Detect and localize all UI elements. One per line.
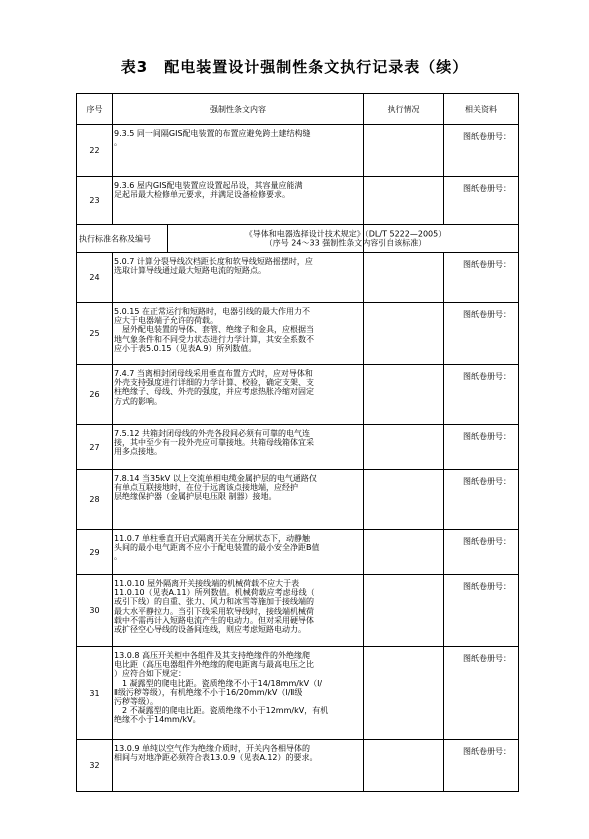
row-status [364,575,444,647]
content-line: 5.0.7 计算分裂导线次档距长度和软导线短路摇摆时，应 [114,257,313,266]
content-line: 13.0.8 高压开关柜中各组件及其支持绝缘件的外绝缘爬 [114,651,310,660]
content-line: 应大于电器端子允许的荷载。 [114,316,218,326]
row-seq: 27 [77,425,113,470]
row-status [364,740,444,792]
row-status [364,303,444,365]
row-seq: 31 [77,647,113,740]
page-title: 表3 配电装置设计强制性条文执行记录表（续） [120,58,469,76]
row-content [113,425,364,470]
row-seq: 29 [77,530,113,575]
header-status: 执行情况 [364,94,444,125]
table-row [77,740,519,792]
content-line: 头间的最小电气距离不应小于配电装置的最小安全净距B值 [114,543,320,553]
header-content: 强制性条文内容 [113,94,364,125]
content-line: 7.4.7 当离相封闭母线采用垂直布置方式时，应对导体和 [114,369,313,378]
row-ref: 图纸卷册号： [444,303,519,365]
standard-name: 《导体和电器选择设计技术规定》（DL/T 5222—2005） [244,228,447,238]
content-line: 载中不需再计入短路电流产生的电动力。但对采用硬导体 [114,615,314,625]
row-ref: 图纸卷册号： [444,647,519,740]
content-line: 污秽等级）。 [114,696,158,706]
table-header-row [77,94,519,125]
row-content [113,575,364,647]
compliance-record-table [76,93,519,792]
content-line: 9.3.6 屋内GIS配电装置应设置起吊设，其容量应能满 [114,181,303,190]
content-line: 7.5.12 共箱封闭母线的外壳各段间必须有可靠的电气连 [114,429,310,438]
content-line: 相间与对地净距必须符合表13.0.9（见表A.12）的要求。 [114,753,318,763]
header-ref: 相关资料 [444,94,519,125]
table-row [77,303,519,365]
row-seq: 22 [77,125,113,177]
content-line: 层绝缘保护器（金属护层电压限 制器）接地。 [114,492,277,502]
content-line: 应小于表5.0.15（见表A.9）所列数值。 [114,343,257,353]
row-seq: 26 [77,365,113,425]
row-ref: 图纸卷册号： [444,575,519,647]
row-ref: 图纸卷册号： [444,425,519,470]
row-ref: 图纸卷册号： [444,470,519,530]
row-content [113,740,364,792]
content-line: 1 凝露型的爬电比距。瓷质绝缘不小于14/18mm/kV（Ⅰ/ [114,678,323,688]
standard-row [77,225,519,253]
row-seq: 30 [77,575,113,647]
content-line: 接，其中至少有一段外壳应可靠接地。共箱母线箱体宜采 [114,438,314,448]
standard-label-cell [77,225,447,253]
content-line: 用多点接地。 [114,447,162,457]
row-content [113,365,364,425]
row-status [364,530,444,575]
table-row [77,530,519,575]
content-line: ）应符合如下规定： [114,669,186,679]
content-line: 电比距（高压电器组件外绝缘的爬电距离与最高电压之比 [114,660,314,670]
table-row [77,125,519,177]
content-line: 。 [114,138,122,148]
row-seq: 23 [77,177,113,225]
content-line: 或扩径空心导线的设备间连线，则应考虑短路电动力。 [114,624,306,634]
content-line: 外壳支持强度进行详细的力学计算、校验，确定支架、支 [114,378,314,388]
row-ref: 图纸卷册号： [444,253,519,303]
table-row [77,647,519,740]
row-content [113,530,364,575]
content-line: Ⅱ级污秽等级），有机绝缘不小于16/20mm/kV（Ⅰ/Ⅱ级 [114,687,303,697]
content-line: 11.0.7 单柱垂直开启式隔离开关在分闸状态下，动静触 [114,534,310,543]
table-row [77,470,519,530]
row-content [113,303,364,365]
row-seq: 32 [77,740,113,792]
content-line: 5.0.15 在正常运行和短路时，电器引线的最大作用力不 [114,307,310,316]
row-status [364,647,444,740]
content-line: 2 不凝露型的爬电比距。瓷质绝缘不小于12mm/kV，有机 [114,706,329,716]
row-content [113,125,364,177]
row-content [113,253,364,303]
standard-label: 执行标准名称及编号 [79,234,151,243]
content-line: 11.0.10 屋外隔离开关接线端的机械荷载不应大于表 [114,579,300,588]
row-seq: 28 [77,470,113,530]
standard-note: （序号 24～33 强制性条文内容引自该标准） [264,238,427,248]
row-status [364,125,444,177]
table-row [77,177,519,225]
content-line: 屋外配电装置的导体、套管、绝缘子和金具，应根据当 [114,325,314,335]
content-line: 绝缘不小于14mm/kV。 [114,715,201,725]
row-ref: 图纸卷册号： [444,740,519,792]
content-line: 7.8.14 当35kV 以上交流单相电缆金属护层的电气通路仅 [114,474,317,483]
row-content [113,647,364,740]
content-line: 。 [114,552,122,562]
header-seq: 序号 [77,94,113,125]
row-seq: 25 [77,303,113,365]
content-line: 地气象条件和不同受力状态进行力学计算，其安全系数不 [114,334,314,344]
row-status [364,177,444,225]
content-line: 最大水平静拉力。当引下线采用软导线时，接线端机械荷 [114,606,314,616]
row-seq: 24 [77,253,113,303]
row-content [113,470,364,530]
content-line: 9.3.5 同一间隔GIS配电装置的布置应避免跨土建结构缝 [114,129,311,138]
row-status [364,365,444,425]
table-row [77,425,519,470]
content-line: 方式的影响。 [114,396,162,406]
content-line: 11.0.10（见表A.11）所列数值。机械荷载应考虑母线（ [114,588,315,598]
row-ref: 图纸卷册号： [444,365,519,425]
row-status [364,253,444,303]
content-line: 有单点互联接地时，在位于远离该点接地端，应经护 [114,483,298,493]
row-content [113,177,364,225]
table-row [77,253,519,303]
table-row [77,365,519,425]
content-line: 柱绝缘子、母线、外壳的强度，并应考虑热胀冷缩对固定 [114,387,314,397]
row-status [364,425,444,470]
row-ref: 图纸卷册号： [444,530,519,575]
table-row [77,575,519,647]
row-ref: 图纸卷册号： [444,125,519,177]
content-line: 13.0.9 单纯以空气作为绝缘介质时，开关内各相导体的 [114,744,310,753]
row-ref: 图纸卷册号： [444,177,519,225]
content-line: 或引下线）的自重、张力、风力和冰雪等施加于接线端的 [114,597,314,607]
row-status [364,470,444,530]
content-line: 选取计算导线通过最大短路电流的短路点。 [114,266,266,276]
content-line: 足起吊最大检修单元要求，并满足设备检修要求。 [114,190,290,200]
